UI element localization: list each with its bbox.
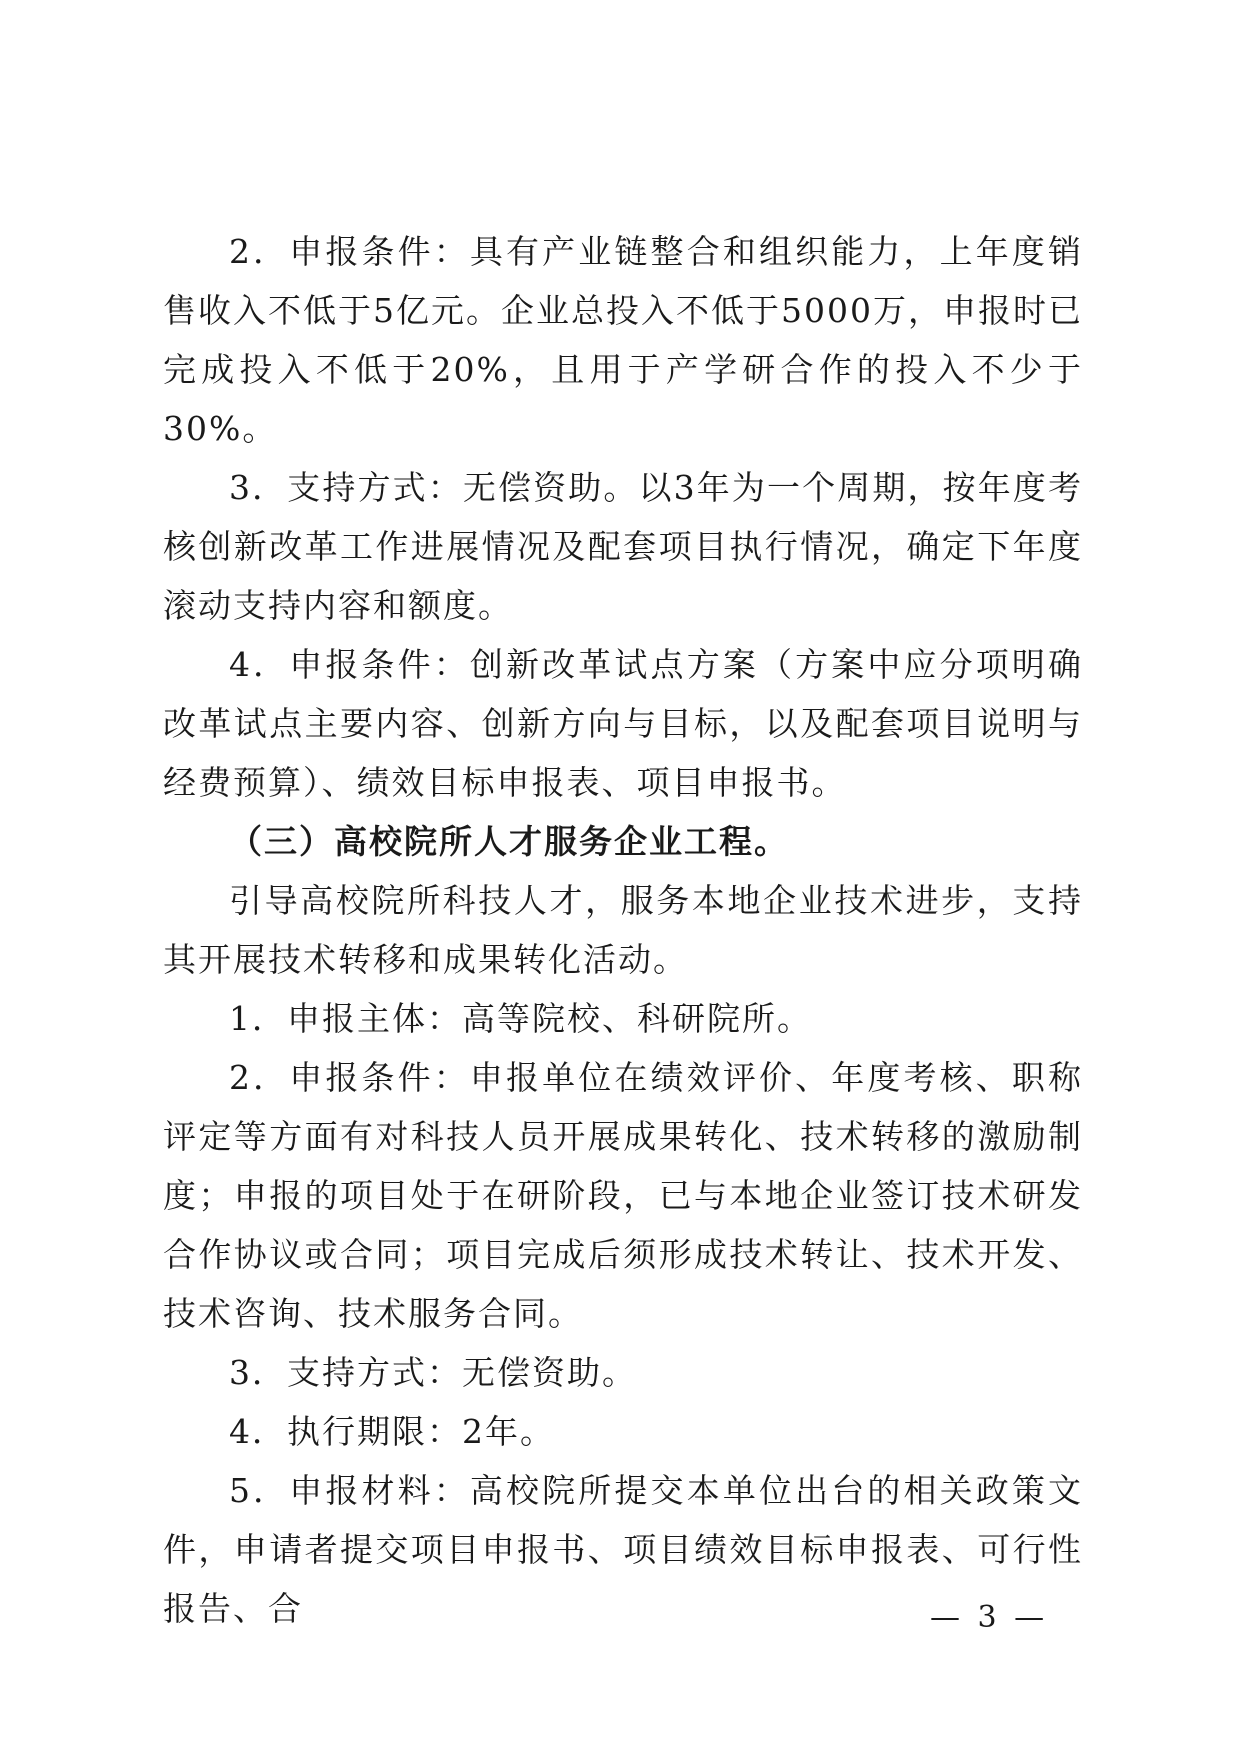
paragraph-section-intro: 引导高校院所科技人才，服务本地企业技术进步，支持其开展技术转移和成果转化活动。 <box>163 881 1083 979</box>
paragraph-execution-period: 4．执行期限：2年。 <box>229 1412 555 1451</box>
paragraph-application-conditions-2: 2．申报条件：申报单位在绩效评价、年度考核、职称评定等方面有对科技人员开展成果转化、技术转移的激励制度；申报的项目处于在研阶段，已与本地企业签订技术研发合作协议或合同；项目完成后须形成技术转让、技术开发、技术咨询、技术服务合同。 <box>163 1058 1083 1333</box>
paragraph-application-subject: 1．申报主体：高等院校、科研院所。 <box>229 999 812 1038</box>
page-number: — 3 — <box>930 1600 1049 1635</box>
paragraph-application-materials: 4．申报条件：创新改革试点方案（方案中应分项明确改革试点主要内容、创新方向与目标，以及配套项目说明与经费预算）、绩效目标申报表、项目申报书。 <box>163 645 1083 802</box>
paragraph-support-method: 3．支持方式：无偿资助。以3年为一个周期，按年度考核创新改革工作进展情况及配套项目执行情况，确定下年度滚动支持内容和额度。 <box>163 468 1083 625</box>
paragraph-application-materials-2: 5．申报材料：高校院所提交本单位出台的相关政策文件，申请者提交项目申报书、项目绩效目标申报表、可行性报告、合 <box>163 1471 1083 1628</box>
section-heading: （三）高校院所人才服务企业工程。 <box>229 822 789 861</box>
paragraph-application-conditions: 2．申报条件：具有产业链整合和组织能力，上年度销售收入不低于5亿元。企业总投入不低于5000万，申报时已完成投入不低于20%，且用于产学研合作的投入不少于30%。 <box>163 232 1083 448</box>
paragraph-support-method-2: 3．支持方式：无偿资助。 <box>229 1353 637 1392</box>
document-body <box>163 222 1083 1638</box>
